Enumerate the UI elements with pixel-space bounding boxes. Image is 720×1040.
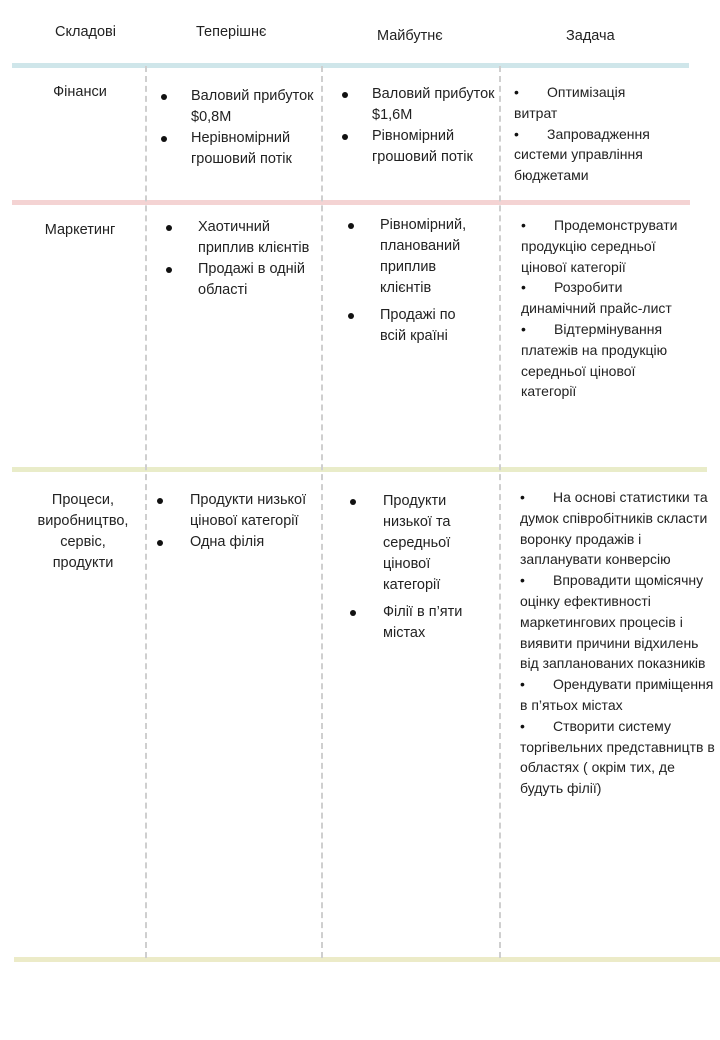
- list-item: • Розробити динамічний прайс-лист: [521, 277, 680, 319]
- column-divider-1: [145, 66, 147, 958]
- header-future: Майбутнє: [377, 28, 443, 44]
- list-item: Продукти низької та середньої цінової категорії: [346, 491, 491, 596]
- row-processes-current: [153, 490, 318, 553]
- list-item: • Продемонструвати продукцію середньої цінової категорії: [521, 215, 680, 277]
- row-processes-future: [346, 491, 491, 644]
- list-item: Валовий прибуток $0,8М: [157, 86, 317, 128]
- list-item: Рівномірний, планований приплив клієнтів: [344, 215, 484, 299]
- header-components: Складові: [55, 24, 116, 40]
- list-item: • Впровадити щомісячну оцінку ефективності маркетингових процесів і виявити причини відхилень від запланованих показників: [520, 570, 716, 674]
- row-category-processes: Процеси, виробництво, сервіс, продукти: [37, 492, 129, 571]
- column-divider-2: [321, 66, 323, 958]
- header-task: Задача: [566, 28, 615, 44]
- row-finance-tasks: [514, 82, 668, 186]
- row-finance-future: [338, 84, 498, 168]
- list-item: Хаотичний приплив клієнтів: [162, 217, 322, 259]
- list-item: Нерівномірний грошовий потік: [157, 128, 317, 170]
- list-item: Продажі по всій країні: [344, 305, 484, 347]
- divider-bar-header: [12, 63, 689, 68]
- row-category-finance: Фінанси: [53, 84, 107, 100]
- list-item: • Запровадження системи управління бюджетами: [514, 124, 668, 186]
- divider-bar-marketing: [12, 467, 707, 472]
- row-marketing-future: [344, 215, 484, 347]
- row-finance-current: [157, 86, 317, 170]
- list-item: Одна філія: [153, 532, 318, 553]
- row-processes-tasks: [520, 487, 716, 799]
- list-item: • Оптимізація витрат: [514, 82, 668, 124]
- list-item: • Створити систему торгівельних представництв в областях ( окрім тих, де будуть філії): [520, 716, 716, 799]
- header-current: Теперішнє: [196, 24, 267, 40]
- row-marketing-tasks: [521, 215, 680, 402]
- list-item: • На основі статистики та думок співробітників скласти воронку продажів і запланувати конверсію: [520, 487, 716, 570]
- row-category-marketing: Маркетинг: [44, 222, 116, 238]
- list-item: Валовий прибуток $1,6М: [338, 84, 498, 126]
- row-marketing-current: [162, 217, 322, 301]
- divider-bar-finance: [12, 200, 690, 205]
- column-divider-3: [499, 66, 501, 958]
- divider-bar-processes: [14, 957, 720, 962]
- list-item: Продукти низької цінової категорії: [153, 490, 318, 532]
- list-item: • Орендувати приміщення в п’ятьох містах: [520, 674, 716, 716]
- list-item: Філії в п’яти містах: [346, 602, 491, 644]
- list-item: • Відтермінування платежів на продукцію середньої цінової категорії: [521, 319, 680, 402]
- list-item: Продажі в одній області: [162, 259, 322, 301]
- list-item: Рівномірний грошовий потік: [338, 126, 498, 168]
